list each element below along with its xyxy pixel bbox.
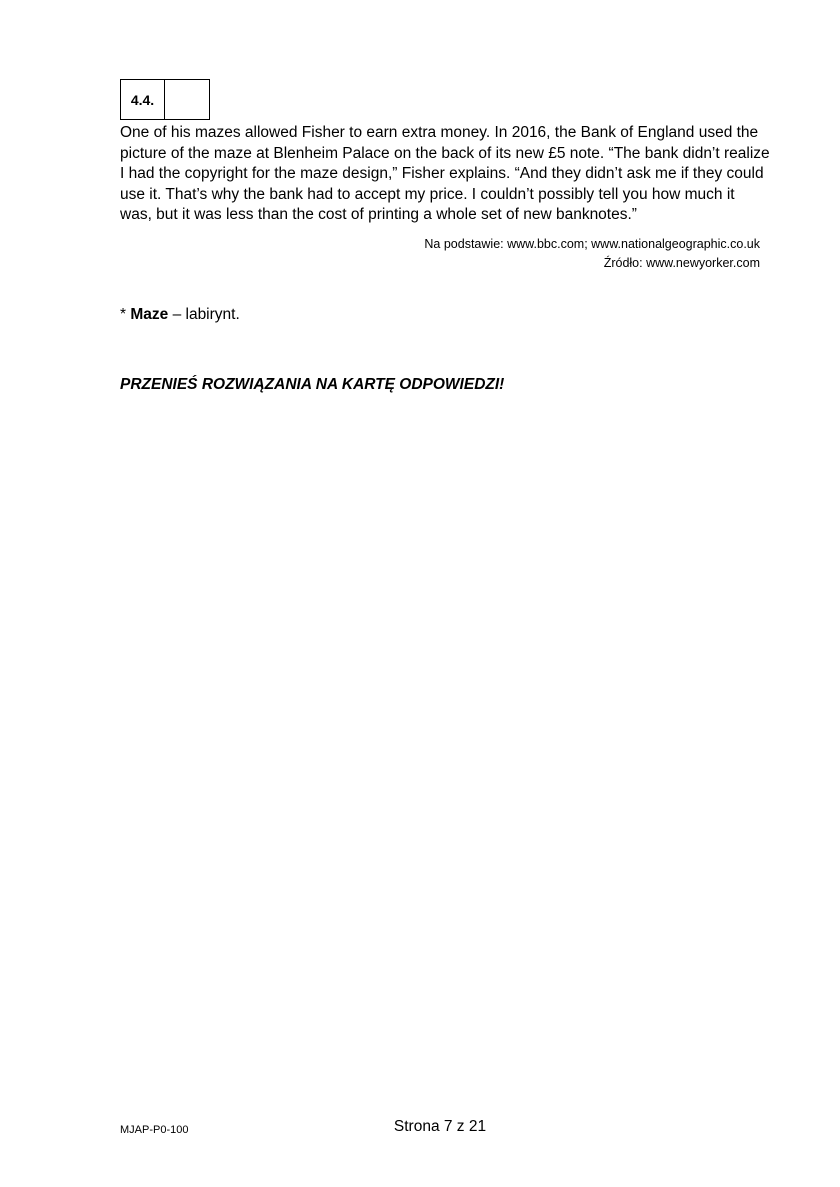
footnote-definition: – labirynt. [168, 306, 240, 323]
task-number: 4.4. [121, 80, 165, 119]
reading-passage: One of his mazes allowed Fisher to earn extra money. In 2016, the Bank of England used the picture of the maze at Blenheim Palace on the back of its new £5 note. “The bank didn’t realize I had the copyright for the maze design,” Fisher explains. “And they didn’t ask me if they could use it. That’s why the bank had to accept my price. I couldn’t possibly tell you how much it was, but it was less than the cost of printing a whole set of new banknotes.” [120, 124, 770, 223]
source-based-on: Na podstawie: www.bbc.com; www.nationalgeographic.co.uk [424, 237, 760, 251]
source-origin: Źródło: www.newyorker.com [603, 256, 760, 270]
task-answer-cell[interactable] [165, 80, 209, 119]
page-number: Strona 7 z 21 [393, 1118, 487, 1135]
footnote-star: * [120, 306, 127, 323]
footnote-term: Maze [130, 306, 169, 323]
sources [424, 235, 760, 273]
task-number-box [120, 79, 210, 120]
exam-code: MJAP-P0-100 [120, 1124, 189, 1136]
footnote [120, 305, 240, 325]
transfer-instruction: PRZENIEŚ ROZWIĄZANIA NA KARTĘ ODPOWIEDZI! [120, 376, 505, 393]
